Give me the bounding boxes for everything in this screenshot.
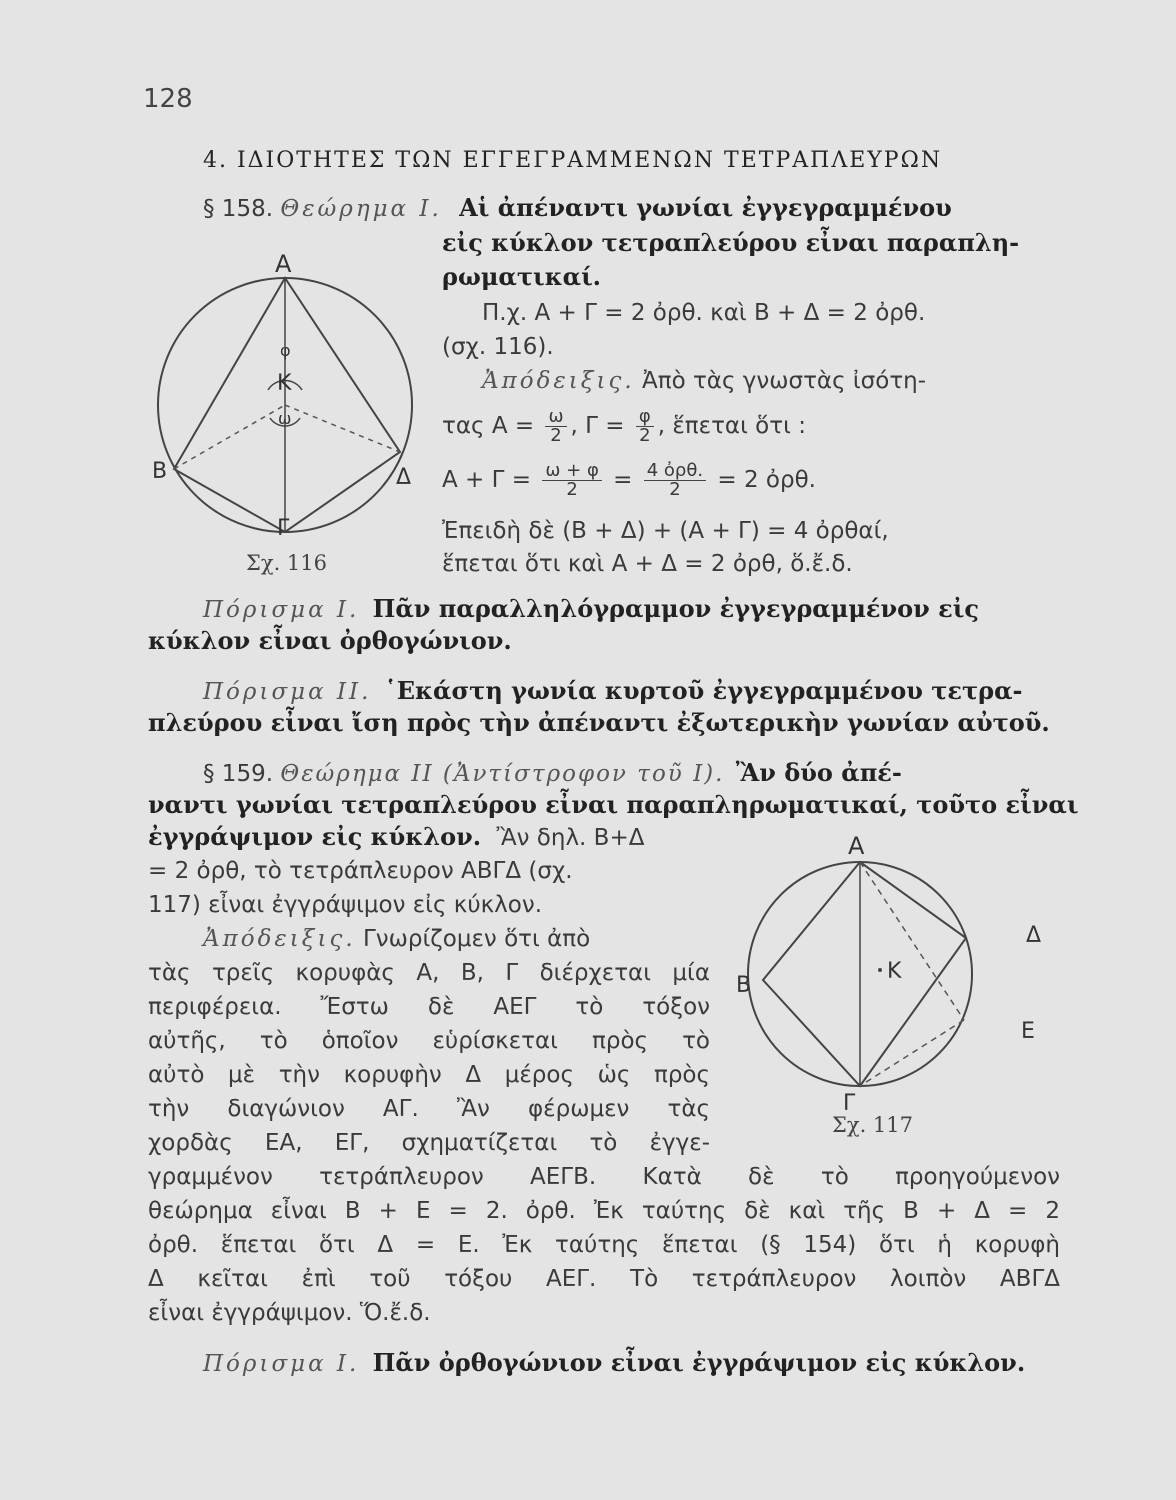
s159-proof-4: αὐτῆς, τὸ ὁποῖον εὑρίσκεται πρὸς τὸ (148, 1028, 710, 1054)
frac-den: 2 (566, 479, 578, 500)
fig117-center-dot (878, 968, 882, 972)
s159-proof-11: Δ κεῖται ἐπὶ τοῦ τόξου ΑΕΓ. Τὸ τετράπλευρον λοιπὸν ΑΒΓΔ (148, 1266, 1060, 1292)
s159-proof-text: Γνωρίζομεν ὅτι ἀπὸ (362, 926, 591, 952)
s158-proof-line-1 (482, 366, 926, 396)
fig117-label-d: Δ (1026, 923, 1042, 948)
s159-proof-2: τὰς τρεῖς κορυφὰς Α, Β, Γ διέρχεται μία (148, 960, 710, 986)
corollary-1-line-2: κύκλον εἶναι ὀρθογώνιον. (148, 626, 512, 655)
corollary-1-label: Πόρισμα Ι. (203, 597, 360, 623)
fig116-caption: Σχ. 116 (246, 551, 328, 575)
figure-116 (150, 250, 440, 590)
corollary-3-text: Πᾶν ὀρθογώνιον εἶναι ἐγγράψιμον εἰς κύκλον. (372, 1348, 1026, 1377)
s159-statement-2: ναντι γωνίαι τετραπλεύρου εἶναι παραπληρωματικαί, τοῦτο εἶναι (148, 790, 1079, 819)
fig117-chord-ea (860, 862, 964, 1020)
corollary-3-label: Πόρισμα Ι. (203, 1351, 360, 1377)
s158-since: Ἐπειδὴ δὲ (Β + Δ) + (Α + Γ) = 4 ὀρθαί, (442, 518, 889, 544)
s158-line-1 (203, 193, 952, 224)
s158-proof-text: Ἀπὸ τὰς γνωστὰς ἰσότη- (641, 368, 927, 394)
s159-proof-label: Ἀπόδειξις. (203, 926, 356, 952)
fraction-phi-half (636, 408, 654, 445)
fig116-label-omega: ω (278, 409, 292, 428)
s159-proof-7: χορδὰς ΕΑ, ΕΓ, σχηματίζεται τὸ ἐγγε- (148, 1130, 710, 1156)
fig117-label-e: Ε (1021, 1019, 1035, 1044)
s159-proof-10: ὀρθ. ἕπεται ὅτι Δ = Ε. Ἐκ ταύτης ἕπεται (§ 154) ὅτι ἡ κορυφὴ (148, 1232, 1060, 1258)
fig117-label-k: Κ (887, 959, 902, 984)
corollary-2-text: ῾Εκάστη γωνία κυρτοῦ ἐγγεγραμμένου τετρα- (384, 676, 1023, 705)
s158-example-ref: (σχ. 116). (442, 334, 554, 360)
page-number: 128 (143, 84, 193, 114)
frac-num: ω (545, 408, 566, 427)
s159-proof-12: εἶναι ἐγγράψιμον. Ὅ.ἔ.δ. (148, 1300, 431, 1326)
frac-den: 2 (639, 425, 651, 446)
s159-statement-3: ἐγγράψιμον εἰς κύκλον. (148, 822, 482, 851)
fig117-label-b: Β (736, 973, 752, 998)
fig117-chord-eg (860, 1020, 964, 1086)
eq-mid: = (613, 467, 633, 493)
frac-num: φ (636, 408, 654, 427)
frac-num: 4 ὀρθ. (644, 462, 706, 481)
s158-statement-2: εἰς κύκλον τετραπλεύρου εἶναι παραπλη- (442, 228, 1020, 257)
s158-proof-label: Ἀπόδειξις. (482, 368, 635, 394)
corollary-1-line-1 (203, 594, 979, 625)
s159-statement-1: Ἂν δύο ἀπέ- (735, 758, 902, 787)
s159-proof-5: αὐτὸ μὲ τὴν κορυφὴν Δ μέρος ὡς πρὸς (148, 1062, 710, 1088)
s158-theorem-label: Θεώρημα Ι. (280, 196, 442, 222)
fraction-omega-half (545, 408, 566, 445)
s158-section-number: § 158. (203, 196, 274, 222)
frac-den: 2 (669, 479, 681, 500)
corollary-2-label: Πόρισμα ΙΙ. (203, 679, 372, 705)
s159-line-3 (148, 822, 644, 853)
corollary-2-line-2: πλεύρου εἶναι ἴση πρὸς τὴν ἀπέναντι ἐξωτερικὴν γωνίαν αὐτοῦ. (148, 708, 1050, 737)
s158-statement-3: ρωματικαί. (442, 262, 602, 291)
corollary-1-text: Πᾶν παραλληλόγραμμον ἐγγεγραμμένον εἰς (372, 594, 979, 623)
frac-num: ω + φ (542, 462, 601, 481)
fig117-label-a: Α (848, 832, 865, 860)
fig116-label-b: Β (152, 459, 168, 484)
eq-rhs: = 2 ὀρθ. (717, 467, 816, 493)
fig117-label-g: Γ (843, 1091, 856, 1116)
s158-conclusion: ἕπεται ὅτι καὶ Α + Δ = 2 ὀρθ, ὅ.ἔ.δ. (442, 551, 853, 577)
s159-proof-3: περιφέρεια. Ἔστω δὲ ΑΕΓ τὸ τόξον (148, 994, 710, 1020)
fig116-radius-d (285, 405, 400, 452)
s159-proof-9: θεώρημα εἶναι Β + Ε = 2. ὀρθ. Ἐκ ταύτης δὲ καὶ τῆς Β + Δ = 2 (148, 1198, 1060, 1224)
fig117-quadrilateral (763, 862, 966, 1086)
corollary-3-line (203, 1348, 1025, 1379)
s159-proof-6: τὴν διαγώνιον ΑΓ. Ἂν φέρωμεν τὰς (148, 1096, 710, 1122)
eq-gamma: , Γ = (570, 413, 625, 439)
fig116-radius-b (174, 405, 285, 469)
fig117-caption: Σχ. 117 (832, 1113, 914, 1137)
fig116-label-phi: φ (280, 341, 291, 360)
s159-line-4: = 2 ὀρθ, τὸ τετράπλευρον ΑΒΓΔ (σχ. (148, 858, 573, 884)
frac-den: 2 (550, 425, 562, 446)
s159-proof-8: γραμμένον τετράπλευρον ΑΕΓΒ. Κατὰ δὲ τὸ προηγούμενον (148, 1164, 1060, 1190)
eq-lhs: Α + Γ = (442, 467, 532, 493)
s159-statement-3b: Ἂν δηλ. Β+Δ (496, 825, 645, 851)
fig116-label-d: Δ (396, 465, 412, 490)
fig116-label-g: Γ (277, 516, 290, 541)
s158-example: Π.χ. Α + Γ = 2 ὀρθ. καὶ Β + Δ = 2 ὀρθ. (482, 300, 926, 326)
s159-line-5: 117) εἶναι ἐγγράψιμον εἰς κύκλον. (148, 892, 543, 918)
corollary-2-line-1 (203, 676, 1023, 707)
fig116-label-a: Α (275, 250, 292, 278)
section-heading: 4. ΙΔΙΟΤΗΤΕΣ ΤΩΝ ΕΓΓΕΓΡΑΜΜΕΝΩΝ ΤΕΤΡΑΠΛΕΥΡΩΝ (203, 148, 943, 173)
s158-equalities (442, 408, 806, 445)
eq-then: , ἕπεται ὅτι : (657, 413, 806, 439)
fraction-four-orth (644, 462, 706, 499)
s158-equation (442, 462, 816, 499)
s159-proof-line-1 (203, 924, 590, 954)
fig116-label-k: Κ (277, 371, 292, 396)
s159-line-1 (203, 758, 902, 789)
s158-statement: Αἱ ἀπέναντι γωνίαι ἐγγεγραμμένου (459, 193, 952, 222)
fig116-quadrilateral (174, 278, 400, 532)
eq-tas-a: τας Α = (442, 413, 535, 439)
s159-theorem-label: Θεώρημα ΙΙ (Ἀντίστροφον τοῦ Ι). (280, 761, 725, 787)
s159-section-number: § 159. (203, 761, 274, 787)
figure-117 (730, 830, 1060, 1150)
fraction-omega-plus-phi (542, 462, 601, 499)
